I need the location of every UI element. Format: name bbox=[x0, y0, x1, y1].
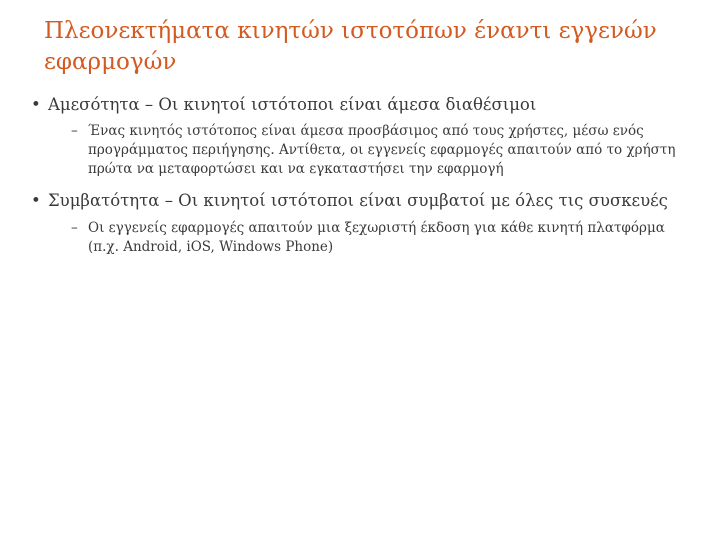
sub-point-immediacy bbox=[28, 122, 696, 179]
dash-marker: – bbox=[71, 123, 78, 139]
bullet-marker: • bbox=[31, 95, 41, 114]
bullet-point-immediacy bbox=[28, 93, 696, 117]
bullet-text: Αμεσότητα – Οι κινητοί ιστότοποι είναι άμεσα διαθέσιμοι bbox=[48, 95, 537, 114]
sub-point-compatibility bbox=[28, 219, 696, 257]
sub-point-text: Ένας κινητός ιστότοπος είναι άμεσα προσβάσιμος από τους χρήστες, μέσω ενός προγράμματος περιήγησης. Αντίθετα, οι εγγενείς εφαρμογές απαιτούν από το χρήστη πρώτα να μεταφορτώσει και να εγκαταστήσει την εφαρμογή bbox=[88, 123, 676, 177]
slide-content bbox=[28, 93, 696, 257]
bullet-marker: • bbox=[31, 191, 41, 210]
slide-title: Πλεονεκτήματα κινητών ιστοτόπων έναντι εγγενών εφαρμογών bbox=[44, 18, 657, 75]
bullet-text: Συμβατότητα – Οι κινητοί ιστότοποι είναι συμβατοί με όλες τις συσκευές bbox=[48, 191, 668, 210]
bullet-point-compatibility bbox=[28, 189, 696, 213]
dash-marker: – bbox=[71, 220, 78, 236]
sub-point-text: Οι εγγενείς εφαρμογές απαιτούν μια ξεχωριστή έκδοση για κάθε κινητή πλατφόρμα (π.χ. Android, iOS, Windows Phone) bbox=[88, 220, 665, 255]
